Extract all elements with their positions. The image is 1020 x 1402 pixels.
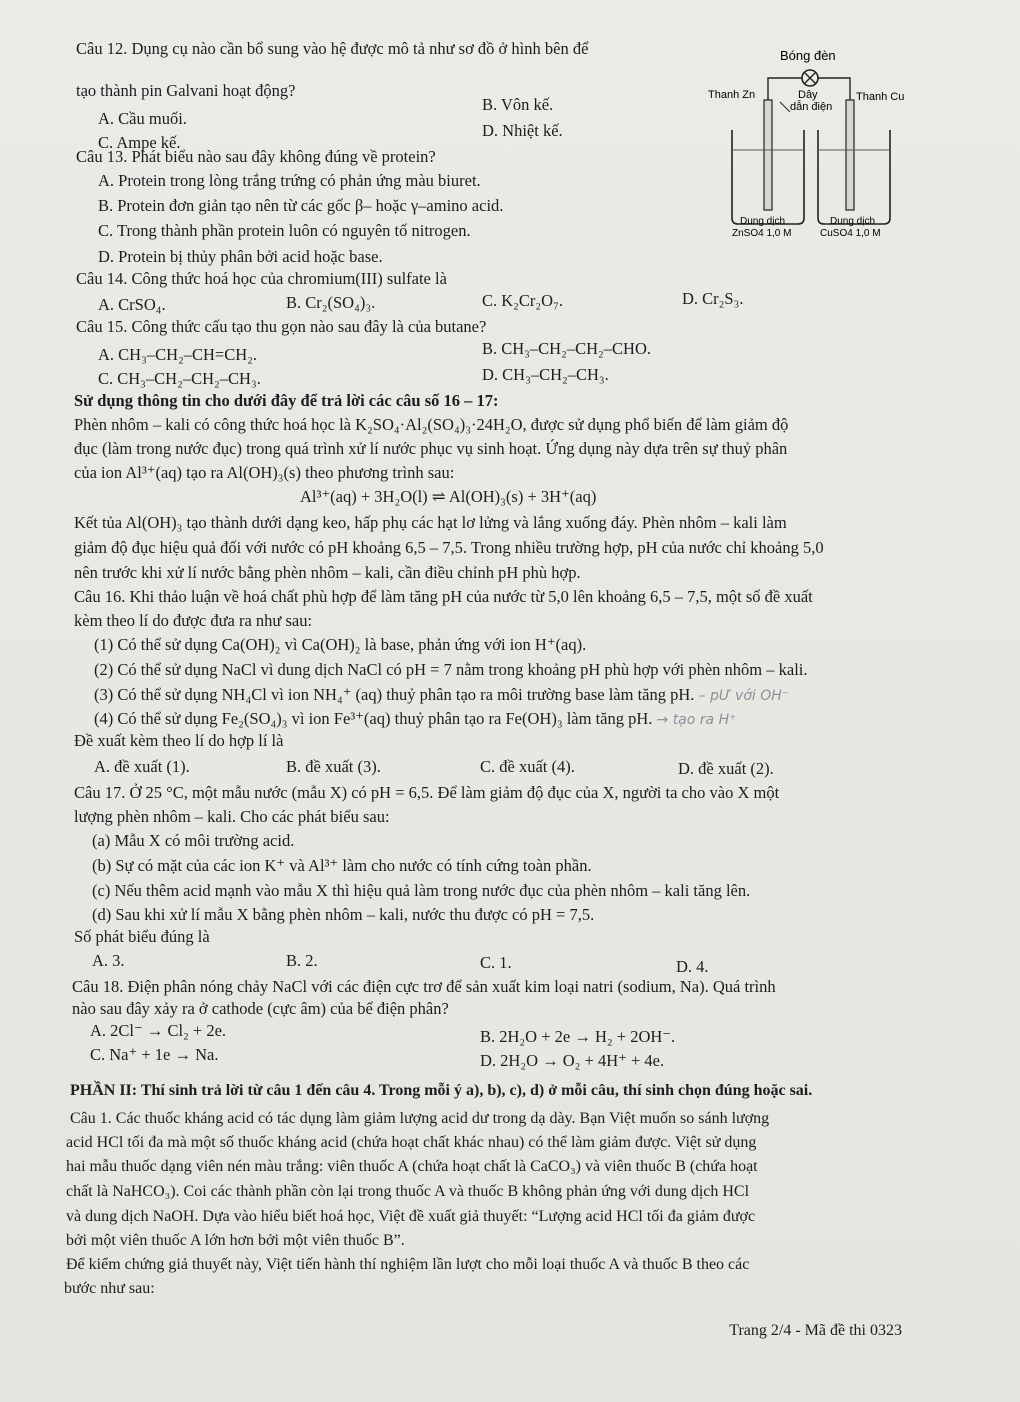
q16-option-c[interactable]: C. đề xuất (4).	[480, 757, 575, 776]
bulb-icon	[802, 70, 818, 86]
part2-paragraph-line1: Câu 1. Các thuốc kháng acid có tác dụng làm giảm lượng acid dư trong dạ dày. Bạn Việt muốn so sánh lượng	[70, 1110, 770, 1127]
q18-option-b[interactable]: B. 2H₂O + 2e → H₂ + 2OH⁻.	[480, 1027, 676, 1046]
q16-option-d[interactable]: D. đề xuất (2).	[678, 759, 774, 778]
q12-stem-line1: Câu 12. Dụng cụ nào cần bổ sung vào hệ được mô tả như sơ đồ ở hình bên để	[76, 39, 589, 58]
q17-option-b[interactable]: B. 2.	[286, 951, 318, 970]
q14-option-d[interactable]: D. Cr₂S₃.	[682, 289, 744, 308]
q18-option-c[interactable]: C. Na⁺ + 1e → Na.	[90, 1045, 219, 1064]
q14-option-a[interactable]: A. CrSO₄.	[98, 295, 166, 314]
right-solution-conc: CuSO4 1,0 M	[820, 228, 881, 239]
q17-option-c[interactable]: C. 1.	[480, 953, 512, 972]
q13-option-a[interactable]: A. Protein trong lòng trắng trứng có phản ứng màu biuret.	[98, 171, 481, 190]
part2-paragraph-line6: bởi một viên thuốc A lớn hơn bởi một viên thuốc B”.	[66, 1232, 405, 1249]
part2-paragraph-line4: chất là NaHCO₃). Coi các thành phần còn lại trong thuốc A và thuốc B không phản ứng với dung dịch HCl	[66, 1183, 750, 1200]
part2-paragraph-line7: Để kiểm chứng giả thuyết này, Việt tiến hành thí nghiệm lần lượt cho mỗi loại thuốc A và thuốc B theo các	[66, 1256, 750, 1273]
cu-electrode	[846, 100, 854, 210]
part2-paragraph-line2: acid HCl tối đa mà một số thuốc kháng acid (chứa hoạt chất khác nhau) có thể làm giảm được. Việt sử dụng	[66, 1134, 757, 1151]
zn-bar-label: Thanh Zn	[708, 89, 756, 101]
q14-option-b[interactable]: B. Cr₂(SO₄)₃.	[286, 293, 376, 312]
q12-option-a[interactable]: A. Cầu muối.	[98, 109, 187, 128]
q16-option-a[interactable]: A. đề xuất (1).	[94, 757, 190, 776]
q15-option-d[interactable]: D. CH₃–CH₂–CH₃.	[482, 365, 609, 384]
q15-option-b[interactable]: B. CH₃–CH₂–CH₂–CHO.	[482, 339, 651, 358]
q13-option-b[interactable]: B. Protein đơn giản tạo nên từ các gốc β– hoặc γ–amino acid.	[98, 196, 504, 215]
q16-statement-3-text: (3) Có thể sử dụng NH₄Cl vì ion NH₄⁺ (aq) thuỷ phân tạo ra môi trường base làm tăng pH.	[94, 685, 695, 704]
handwritten-note-1: – pƯ với OH⁻	[698, 688, 790, 704]
q17-statement-b: (b) Sự có mặt của các ion K⁺ và Al³⁺ làm cho nước có tính cứng toàn phần.	[92, 856, 592, 875]
wire-pointer	[780, 102, 790, 112]
wire-right	[818, 78, 850, 100]
left-solution-label: Dung dịch	[740, 216, 786, 227]
info-paragraph-line3: của ion Al³⁺(aq) tạo ra Al(OH)₃(s) theo phương trình sau:	[74, 463, 455, 482]
left-solution-conc: ZnSO4 1,0 M	[732, 228, 792, 239]
q16-ask: Đề xuất kèm theo lí do hợp lí là	[74, 731, 284, 750]
zn-electrode	[764, 100, 772, 210]
q12-option-c[interactable]: C. Ampe kế.	[98, 133, 181, 152]
info-paragraph-line2: đục (làm trong nước đục) trong quá trình xử lí nước phục vụ sinh hoạt. Ứng dụng này dựa trên sự thuỷ phân	[74, 439, 788, 458]
q17-ask: Số phát biểu đúng là	[74, 927, 210, 946]
q12-option-d[interactable]: D. Nhiệt kế.	[482, 121, 563, 140]
q16-option-b[interactable]: B. đề xuất (3).	[286, 757, 381, 776]
q17-statement-a: (a) Mẫu X có môi trường acid.	[92, 831, 295, 850]
right-solution-label: Dung dịch	[830, 216, 876, 227]
q13-option-c[interactable]: C. Trong thành phần protein luôn có nguyên tố nitrogen.	[98, 221, 471, 240]
q14-stem: Câu 14. Công thức hoá học của chromium(III) sulfate là	[76, 269, 447, 288]
info-paragraph-line6: nên trước khi xử lí nước bằng phèn nhôm – kali, cần điều chỉnh pH phù hợp.	[74, 563, 581, 582]
part2-paragraph-line8: bước như sau:	[64, 1280, 155, 1297]
q16-statement-2: (2) Có thể sử dụng NaCl vì dung dịch NaCl có pH = 7 nằm trong khoảng pH phù hợp với phèn nhôm – kali.	[94, 660, 808, 679]
wire-left	[768, 78, 802, 100]
q17-option-a[interactable]: A. 3.	[92, 951, 125, 970]
wire-label-2: dẫn điện	[790, 101, 833, 113]
q13-option-d[interactable]: D. Protein bị thủy phân bởi acid hoặc base.	[98, 247, 383, 266]
q15-option-c[interactable]: C. CH₃–CH₂–CH₂–CH₃.	[98, 369, 261, 388]
q16-statement-4-text: (4) Có thể sử dụng Fe₂(SO₄)₃ vì ion Fe³⁺(aq) thuỷ phân tạo ra Fe(OH)₃ làm tăng pH.	[94, 709, 653, 728]
q18-option-a[interactable]: A. 2Cl⁻ → Cl₂ + 2e.	[90, 1021, 227, 1040]
part2-paragraph-line3: hai mẫu thuốc dạng viên nén màu trắng: viên thuốc A (chứa hoạt chất là CaCO₃) và viên thuốc B (chứa hoạt	[66, 1158, 758, 1175]
galvanic-cell-diagram	[700, 40, 920, 250]
q17-option-d[interactable]: D. 4.	[676, 957, 709, 976]
handwritten-note-2: → tạo ra H⁺	[656, 712, 737, 728]
cu-bar-label: Thanh Cu	[856, 91, 905, 103]
q16-statement-4	[94, 708, 736, 731]
q12-option-b[interactable]: B. Vôn kế.	[482, 95, 554, 114]
q17-stem-line2: lượng phèn nhôm – kali. Cho các phát biểu sau:	[74, 807, 390, 826]
q18-stem-line1: Câu 18. Điện phân nóng chảy NaCl với các điện cực trơ để sản xuất kim loại natri (sodium, Na). Quá trình	[72, 977, 776, 996]
info-paragraph-line4: Kết tủa Al(OH)₃ tạo thành dưới dạng keo, hấp phụ các hạt lơ lửng và lắng xuống đáy. Phèn nhôm – kali làm	[74, 513, 787, 532]
info-heading: Sử dụng thông tin cho dưới đây để trả lời các câu số 16 – 17:	[74, 391, 499, 410]
q14-option-c[interactable]: C. K₂Cr₂O₇.	[482, 291, 563, 310]
q16-stem-line1: Câu 16. Khi thảo luận về hoá chất phù hợp để làm tăng pH của nước từ 5,0 lên khoảng 6,5 – 7,5, một số đề xuất	[74, 587, 813, 606]
info-paragraph-line1: Phèn nhôm – kali có công thức hoá học là K₂SO₄·Al₂(SO₄)₃·24H₂O, được sử dụng phổ biến để làm giảm độ	[74, 415, 789, 434]
q12-stem-line2: tạo thành pin Galvani hoạt động?	[76, 81, 296, 100]
part2-heading: PHẦN II: Thí sinh trả lời từ câu 1 đến câu 4. Trong mỗi ý a), b), c), d) ở mỗi câu, thí sinh chọn đúng hoặc sai.	[70, 1082, 813, 1099]
q16-statement-1: (1) Có thể sử dụng Ca(OH)₂ vì Ca(OH)₂ là base, phản ứng với ion H⁺(aq).	[94, 635, 587, 654]
q17-statement-d: (d) Sau khi xử lí mẫu X bằng phèn nhôm – kali, nước thu được có pH = 7,5.	[92, 905, 595, 924]
q17-stem-line1: Câu 17. Ở 25 °C, một mẫu nước (mẫu X) có pH = 6,5. Để làm giảm độ đục của X, người ta cho vào X một	[74, 783, 780, 802]
q15-option-a[interactable]: A. CH₃–CH₂–CH=CH₂.	[98, 345, 258, 364]
q13-stem: Câu 13. Phát biểu nào sau đây không đúng về protein?	[76, 147, 436, 166]
q15-stem: Câu 15. Công thức cấu tạo thu gọn nào sau đây là của butane?	[76, 317, 487, 336]
q17-statement-c: (c) Nếu thêm acid mạnh vào mẫu X thì hiệu quả làm trong nước đục của phèn nhôm – kali tăng lên.	[92, 881, 751, 900]
wire-label: Dây	[798, 89, 818, 101]
q16-stem-line2: kèm theo lí do được đưa ra như sau:	[74, 611, 313, 630]
q16-statement-3	[94, 684, 789, 707]
hydrolysis-equation: Al³⁺(aq) + 3H₂O(l) ⇌ Al(OH)₃(s) + 3H⁺(aq)	[300, 487, 597, 506]
page-footer: Trang 2/4 - Mã đề thi 0323	[729, 1322, 902, 1339]
bulb-label: Bóng đèn	[780, 48, 836, 63]
info-paragraph-line5: giảm độ đục hiệu quả đối với nước có pH khoảng 6,5 – 7,5. Trong nhiều trường hợp, pH của nước chỉ khoảng 5,0	[74, 538, 824, 557]
q18-stem-line2: nào sau đây xảy ra ở cathode (cực âm) của bể điện phân?	[72, 999, 449, 1018]
part2-paragraph-line5: và dung dịch NaOH. Dựa vào hiểu biết hoá học, Việt đề xuất giả thuyết: “Lượng acid HCl tối đa giảm được	[66, 1208, 756, 1225]
q18-option-d[interactable]: D. 2H₂O → O₂ + 4H⁺ + 4e.	[480, 1051, 665, 1070]
